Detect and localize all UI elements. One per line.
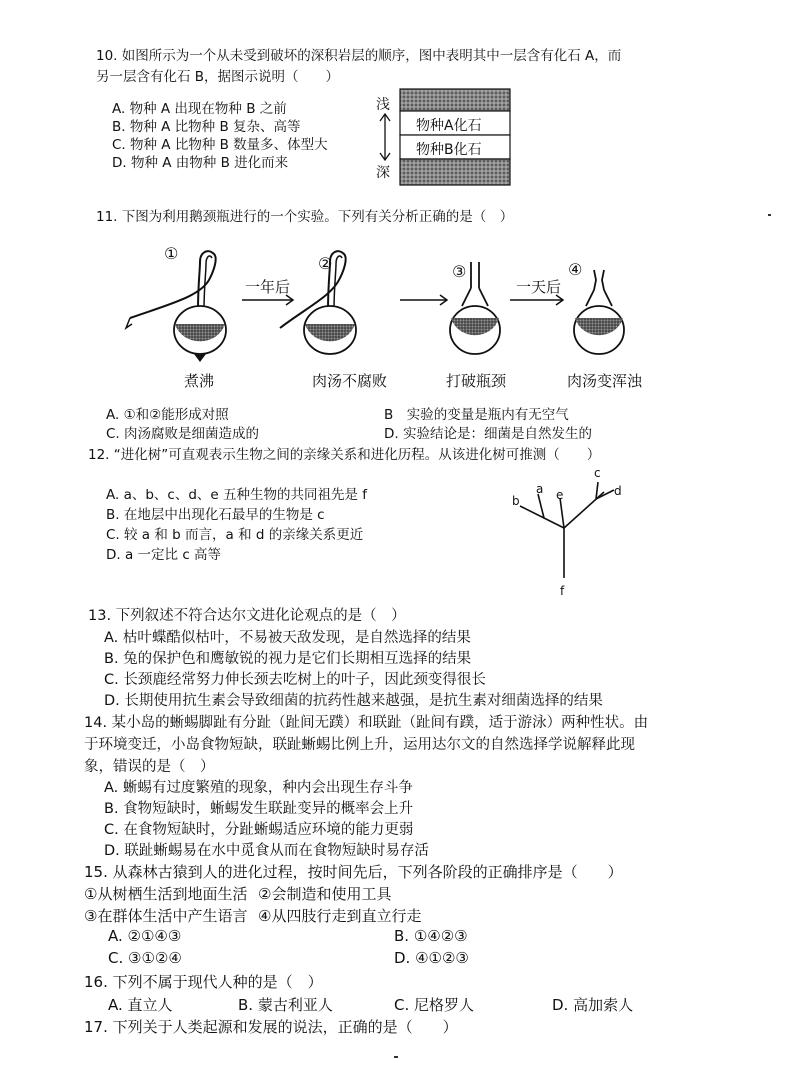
q12-option-c: C. 较 a 和 b 而言，a 和 d 的亲缘关系更近	[106, 527, 364, 543]
q11-stem: 11. 下图为利用鹅颈瓶进行的一个实验。下列有关分析正确的是（ ）	[96, 209, 514, 225]
q11-option-d: D. 实验结论是：细菌是自然发生的	[384, 426, 592, 442]
layer-b-label: 物种B化石	[416, 142, 482, 158]
q13-option-a: A. 枯叶蝶酷似枯叶，不易被天敌发现，是自然选择的结果	[104, 630, 471, 646]
q15-option-d: D. ④①②③	[394, 949, 469, 967]
layer-a-label: 物种A化石	[416, 118, 482, 134]
q16-stem: 16. 下列不属于现代人种的是（ ）	[84, 973, 323, 991]
strata-top-layer	[400, 89, 510, 111]
arrow-1-label: 一年后	[245, 278, 291, 296]
q16-option-b: B. 蒙古利亚人	[238, 996, 333, 1014]
caption-turbid: 肉汤变浑浊	[567, 372, 643, 390]
q15-option-a: A. ②①④③	[108, 927, 182, 945]
q15-item-1: ①从树栖生活到地面生活	[84, 885, 248, 903]
q15-item-3: ③在群体生活中产生语言	[84, 907, 248, 925]
q14-line1: 14. 某小岛的蜥蜴脚趾有分趾（趾间无蹼）和联趾（趾间有蹼，适于游泳）两种性状。由	[84, 715, 649, 731]
scan-speck	[768, 214, 771, 216]
flask-label-2: ②	[318, 254, 333, 273]
tree-label-f: f	[560, 584, 565, 598]
q15-option-b: B. ①④②③	[394, 927, 468, 945]
q15-stem: 15. 从森林古猿到人的进化过程，按时间先后，下列各阶段的正确排序是（ ）	[84, 863, 623, 881]
arrow-mid-icon	[400, 295, 447, 305]
flask-label-4: ④	[568, 260, 583, 279]
q12-option-a: A. a、b、c、d、e 五种生物的共同祖先是 f	[106, 487, 368, 503]
q11-option-c: C. 肉汤腐败是细菌造成的	[106, 426, 260, 442]
caption-break-neck: 打破瓶颈	[446, 372, 507, 390]
caption-not-spoiled: 肉汤不腐败	[312, 372, 388, 390]
flask-1	[126, 251, 226, 362]
depth-arrow-icon	[378, 112, 392, 162]
swan-neck-flask-diagram	[110, 240, 670, 370]
flask-label-1: ①	[164, 244, 179, 263]
shallow-label: 浅	[376, 97, 390, 113]
q14-option-b: B. 食物短缺时，蜥蜴发生联趾变异的概率会上升	[104, 801, 414, 817]
q12-option-d: D. a 一定比 c 高等	[106, 547, 222, 563]
q14-option-a: A. 蜥蜴有过度繁殖的现象，种内会出现生存斗争	[104, 780, 413, 796]
q17-stem: 17. 下列关于人类起源和发展的说法，正确的是（ ）	[84, 1018, 458, 1036]
q16-option-c: C. 尼格罗人	[394, 996, 475, 1014]
caption-boiling: 煮沸	[184, 372, 215, 390]
q13-option-d: D. 长期使用抗生素会导致细菌的抗药性越来越强，是抗生素对细菌选择的结果	[104, 693, 603, 709]
q15-item-4: ④从四肢行走到直立行走	[258, 907, 422, 925]
q16-option-a: A. 直立人	[108, 996, 173, 1014]
strata-diagram	[399, 88, 511, 186]
q10-line2: 另一层含有化石 B，据图示说明（ ）	[96, 69, 340, 85]
q14-line2: 于环境变迁，小岛食物短缺，联趾蜥蜴比例上升，运用达尔文的自然选择学说解释此现	[84, 737, 635, 753]
q10-option-d: D. 物种 A 由物种 B 进化而来	[112, 155, 289, 171]
scan-speck	[394, 1056, 398, 1058]
tree-label-b: b	[512, 494, 520, 508]
q11-option-a: A. ①和②能形成对照	[106, 407, 229, 423]
q13-option-c: C. 长颈鹿经常努力伸长颈去吃树上的叶子，因此颈变得很长	[104, 672, 486, 688]
q14-option-c: C. 在食物短缺时，分趾蜥蜴适应环境的能力更弱	[104, 822, 414, 838]
flask-label-3: ③	[452, 262, 467, 281]
deep-label: 深	[376, 165, 390, 181]
q13-option-b: B. 兔的保护色和鹰敏锐的视力是它们长期相互选择的结果	[104, 651, 472, 667]
q10-option-a: A. 物种 A 出现在物种 B 之前	[112, 101, 287, 117]
q12-option-b: B. 在地层中出现化石最早的生物是 c	[106, 507, 325, 523]
q11-option-b: B 实验的变量是瓶内有无空气	[384, 407, 569, 423]
q14-option-d: D. 联趾蜥蜴易在水中觅食从而在食物短缺时易存活	[104, 843, 429, 859]
q14-line3: 象，错误的是（ ）	[84, 759, 215, 775]
q10-option-b: B. 物种 A 比物种 B 复杂、高等	[112, 119, 301, 135]
tree-label-a: a	[536, 482, 544, 496]
q15-item-2: ②会制造和使用工具	[258, 885, 392, 903]
q15-option-c: C. ③①②④	[108, 949, 182, 967]
q13-stem: 13. 下列叙述不符合达尔文进化论观点的是（ ）	[88, 608, 406, 624]
strata-bottom-layer	[400, 159, 510, 185]
tree-label-d: d	[614, 484, 622, 498]
flask-4	[574, 270, 624, 354]
q10-line1: 10. 如图所示为一个从未受到破坏的深积岩层的顺序，图中表明其中一层含有化石 A，而	[96, 48, 622, 64]
q10-option-c: C. 物种 A 比物种 B 数量多、体型大	[112, 137, 328, 153]
q12-stem: 12. “进化树”可直观表示生物之间的亲缘关系和进化历程。从该进化树可推测（ ）	[88, 447, 601, 463]
tree-label-c: c	[594, 466, 601, 480]
q16-option-d: D. 高加索人	[552, 996, 634, 1014]
tree-label-e: e	[556, 488, 564, 502]
arrow-2-label: 一天后	[516, 278, 562, 296]
